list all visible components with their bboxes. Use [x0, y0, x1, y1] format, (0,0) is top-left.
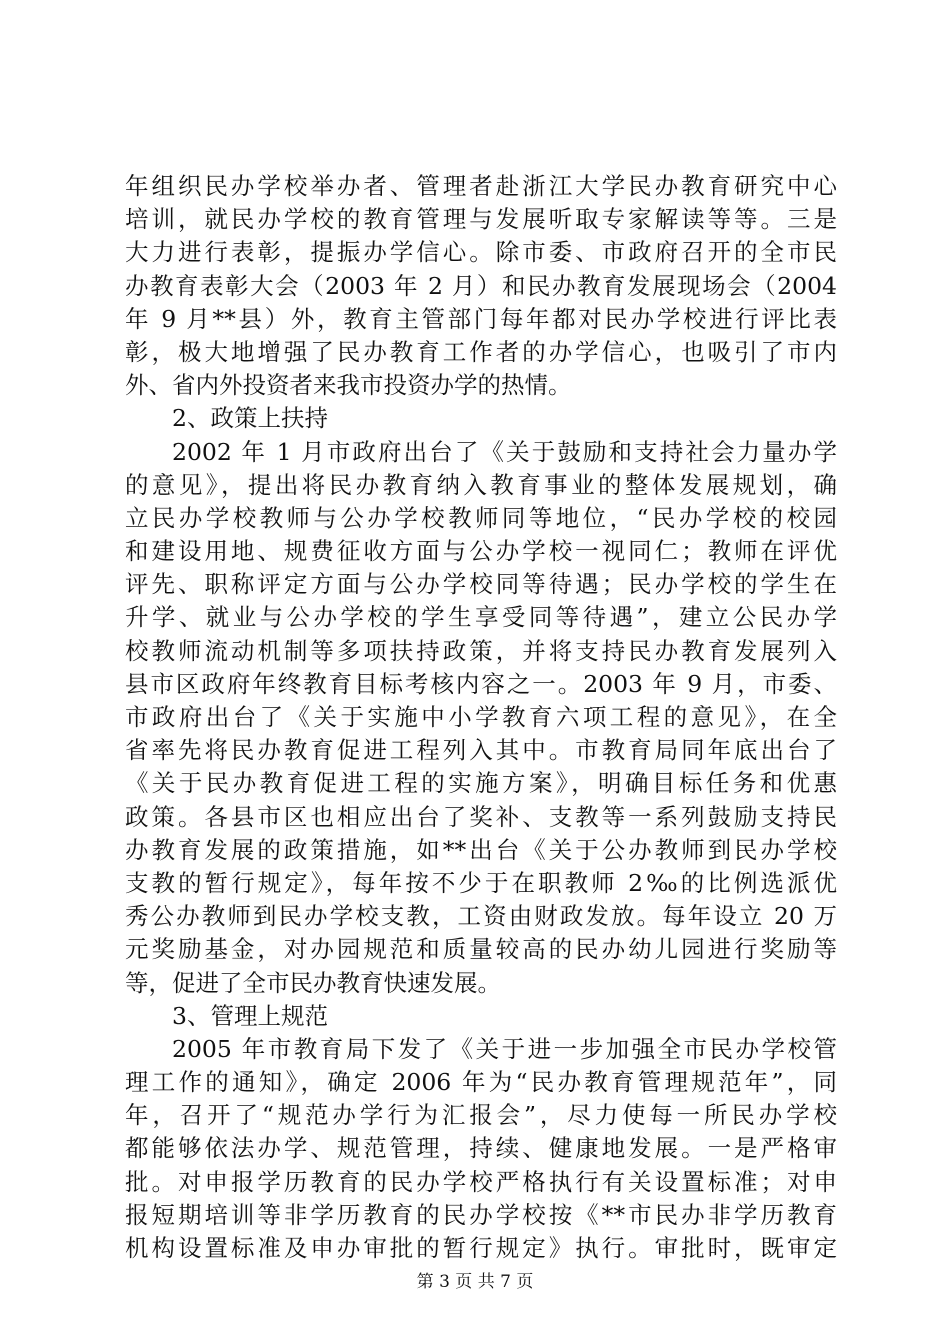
- body-line: 元奖励基金，对办园规范和质量较高的民办幼儿园进行奖励等: [125, 935, 837, 964]
- body-line: 政策。各县市区也相应出台了奖补、支教等一系列鼓励支持民: [125, 802, 837, 831]
- body-line: 报短期培训等非学历教育的民办学校按《**市民办非学历教育: [125, 1200, 837, 1229]
- body-line: 2002 年 1 月市政府出台了《关于鼓励和支持社会力量办学: [172, 437, 837, 466]
- body-line: 批。对申报学历教育的民办学校严格执行有关设置标准；对申: [125, 1167, 837, 1196]
- body-line: 大力进行表彰，提振办学信心。除市委、市政府召开的全市民: [125, 238, 837, 267]
- body-line: 县市区政府年终教育目标考核内容之一。2003 年 9 月，市委、: [125, 669, 837, 698]
- body-line: 市政府出台了《关于实施中小学教育六项工程的意见》，在全: [125, 703, 837, 731]
- body-line: 立民办学校教师与公办学校教师同等地位，“民办学校的校园: [125, 503, 837, 532]
- body-line: 秀公办教师到民办学校支教，工资由财政发放。每年设立 20 万: [125, 902, 837, 931]
- body-line: 培训，就民办学校的教育管理与发展听取专家解读等等。三是: [125, 205, 837, 234]
- body-line: 理工作的通知》，确定 2006 年为“民办教育管理规范年”，同: [125, 1068, 837, 1097]
- body-line: 《关于民办教育促进工程的实施方案》，明确目标任务和优惠: [125, 769, 837, 798]
- body-line: 省率先将民办教育促进工程列入其中。市教育局同年底出台了: [125, 736, 837, 765]
- body-line: 年组织民办学校举办者、管理者赴浙江大学民办教育研究中心: [125, 172, 837, 200]
- body-line: 评先、职称评定方面与公办学校同等待遇；民办学校的学生在: [125, 570, 837, 599]
- body-line: 2005 年市教育局下发了《关于进一步加强全市民办学校管: [172, 1034, 837, 1063]
- body-line: 年 9 月**县）外，教育主管部门每年都对民办学校进行评比表: [125, 304, 837, 333]
- body-line: 等，促进了全市民办教育快速发展。: [125, 968, 501, 997]
- section-heading: 3、管理上规范: [172, 1001, 328, 1030]
- body-line: 和建设用地、规费征收方面与公办学校一视同仁；教师在评优: [125, 537, 837, 566]
- section-heading: 2、政策上扶持: [172, 404, 328, 433]
- body-line: 办教育表彰大会（2003 年 2 月）和民办教育发展现场会（2004: [125, 271, 837, 300]
- body-line: 年，召开了“规范办学行为汇报会”，尽力使每一所民办学校: [125, 1101, 837, 1130]
- body-line: 支教的暂行规定》，每年按不少于在职教师 2‰的比例选派优: [125, 868, 837, 897]
- body-line: 办教育发展的政策措施，如**出台《关于公办教师到民办学校: [125, 835, 837, 864]
- body-line: 都能够依法办学、规范管理，持续、健康地发展。一是严格审: [125, 1134, 837, 1163]
- body-line: 彰，极大地增强了民办教育工作者的办学信心，也吸引了市内: [125, 337, 837, 366]
- body-line: 的意见》，提出将民办教育纳入教育事业的整体发展规划，确: [125, 470, 837, 499]
- page-number-footer: 第 3 页 共 7 页: [416, 1272, 534, 1292]
- body-line: 外、省内外投资者来我市投资办学的热情。: [125, 371, 572, 400]
- body-line: 升学、就业与公办学校的学生享受同等待遇”，建立公民办学: [125, 603, 837, 632]
- body-line: 校教师流动机制等多项扶持政策，并将支持民办教育发展列入: [125, 636, 837, 665]
- body-line: 机构设置标准及申办审批的暂行规定》执行。审批时，既审定: [125, 1234, 837, 1262]
- document-body: [125, 170, 837, 1265]
